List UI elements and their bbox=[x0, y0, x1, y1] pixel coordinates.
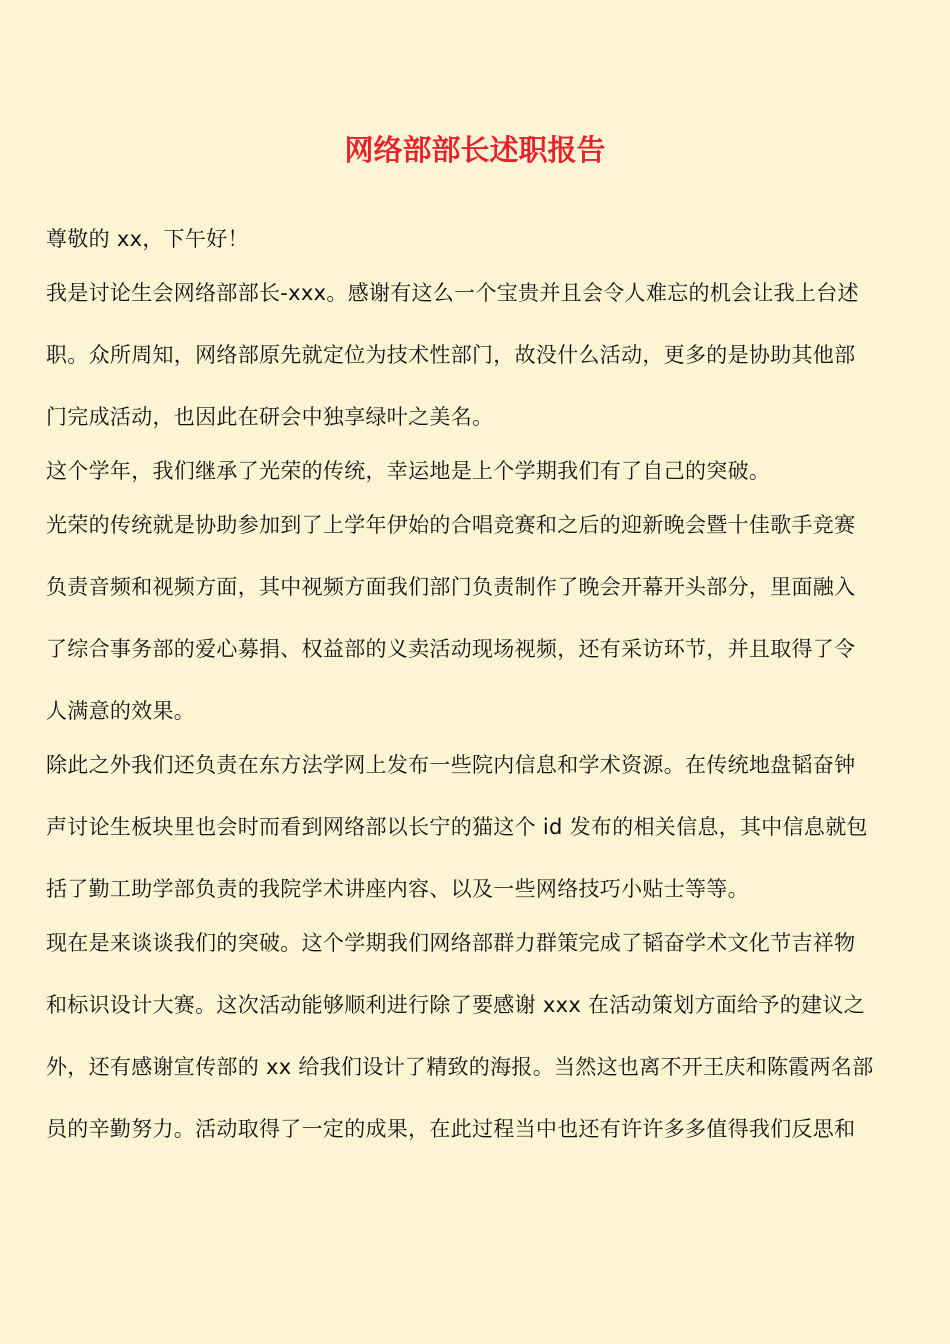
paragraph-line: 外，还有感谢宣传部的 xx 给我们设计了精致的海报。当然这也离不开王庆和陈霞两名部 bbox=[46, 1055, 874, 1079]
document-body bbox=[46, 224, 906, 1148]
paragraph-line: 和标识设计大赛。这次活动能够顺利进行除了要感谢 xxx 在活动策划方面给予的建议之 bbox=[46, 993, 865, 1017]
paragraph-1 bbox=[46, 278, 906, 432]
greeting bbox=[46, 224, 906, 254]
paragraph-4 bbox=[46, 750, 906, 904]
greeting-line: 尊敬的 xx，下午好！ bbox=[46, 227, 249, 251]
paragraph-line: 我是讨论生会网络部部长-xxx。感谢有这么一个宝贵并且会令人难忘的机会让我上台述 bbox=[46, 281, 859, 305]
document-title: 网络部部长述职报告 bbox=[344, 133, 606, 167]
paragraph-line: 门完成活动，也因此在研会中独享绿叶之美名。 bbox=[46, 405, 494, 429]
paragraph-line: 了综合事务部的爱心募捐、权益部的义卖活动现场视频，还有采访环节，并且取得了令 bbox=[46, 637, 856, 661]
paragraph-line: 人满意的效果。 bbox=[46, 699, 196, 723]
paragraph-line: 声讨论生板块里也会时而看到网络部以长宁的猫这个 id 发布的相关信息，其中信息就包 bbox=[46, 815, 868, 839]
paragraph-2 bbox=[46, 456, 906, 486]
paragraph-line: 括了勤工助学部负责的我院学术讲座内容、以及一些网络技巧小贴士等等。 bbox=[46, 877, 749, 901]
paragraph-line: 光荣的传统就是协助参加到了上学年伊始的合唱竞赛和之后的迎新晚会暨十佳歌手竞赛 bbox=[46, 513, 856, 537]
paragraph-line: 这个学年，我们继承了光荣的传统，幸运地是上个学期我们有了自己的突破。 bbox=[46, 459, 771, 483]
paragraph-5 bbox=[46, 928, 906, 1144]
paragraph-line: 现在是来谈谈我们的突破。这个学期我们网络部群力群策完成了韬奋学术文化节吉祥物 bbox=[46, 931, 856, 955]
paragraph-line: 职。众所周知，网络部原先就定位为技术性部门，故没什么活动，更多的是协助其他部 bbox=[46, 343, 856, 367]
paragraph-line: 除此之外我们还负责在东方法学网上发布一些院内信息和学术资源。在传统地盘韬奋钟 bbox=[46, 753, 856, 777]
paragraph-line: 员的辛勤努力。活动取得了一定的成果，在此过程当中也还有许许多多值得我们反思和 bbox=[46, 1117, 856, 1141]
paragraph-line: 负责音频和视频方面，其中视频方面我们部门负责制作了晚会开幕开头部分，里面融入 bbox=[46, 575, 856, 599]
paragraph-3 bbox=[46, 510, 906, 726]
